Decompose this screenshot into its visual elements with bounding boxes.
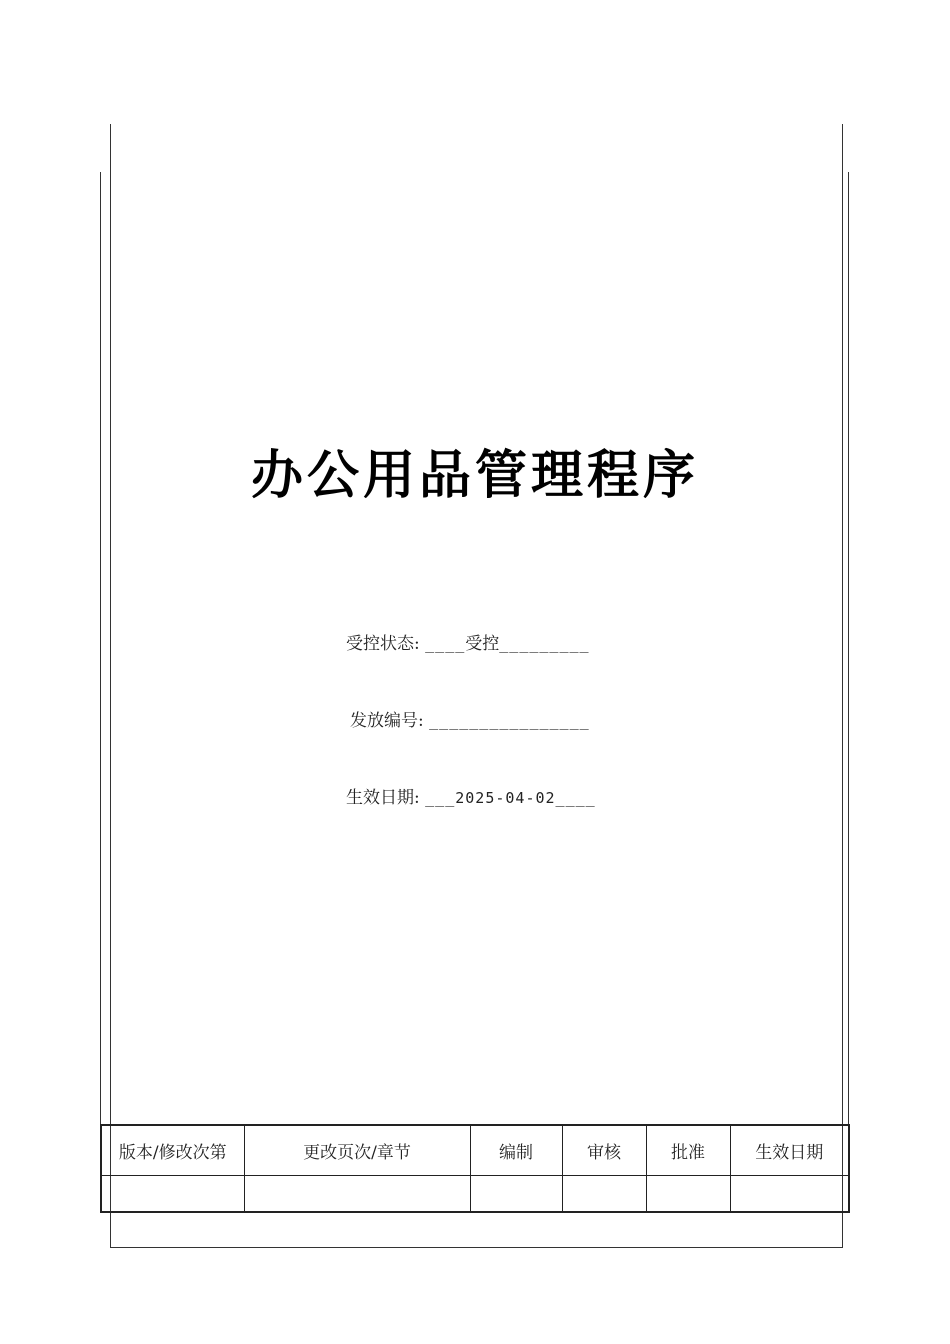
document-title: 办公用品管理程序 xyxy=(250,446,699,506)
cell-version xyxy=(101,1176,244,1213)
header-changed-pages: 更改页次/章节 xyxy=(244,1125,470,1176)
header-approved: 批准 xyxy=(646,1125,730,1176)
outer-left-border xyxy=(100,172,101,1212)
revision-table-header-row xyxy=(101,1125,849,1176)
control-status-field xyxy=(346,633,590,655)
inner-left-border xyxy=(110,124,111,1248)
control-status-value: 受控 xyxy=(465,634,500,654)
cell-changed-pages xyxy=(244,1176,470,1213)
issue-number-field xyxy=(350,710,590,732)
cell-reviewed xyxy=(562,1176,646,1213)
effective-date-label: 生效日期: xyxy=(346,788,420,808)
revision-table xyxy=(100,1124,850,1213)
control-status-suffix: _________ xyxy=(499,635,590,653)
header-prepared: 编制 xyxy=(470,1125,562,1176)
bottom-border xyxy=(110,1247,843,1248)
header-effective-date: 生效日期 xyxy=(730,1125,849,1176)
effective-date-prefix: ___ xyxy=(425,789,456,807)
cell-approved xyxy=(646,1176,730,1213)
effective-date-value: 2025-04-02 xyxy=(455,789,556,807)
effective-date-suffix: ____ xyxy=(555,789,596,807)
header-version: 版本/修改次第 xyxy=(101,1125,244,1176)
header-reviewed: 审核 xyxy=(562,1125,646,1176)
control-status-prefix: ____ xyxy=(425,635,466,653)
issue-number-label: 发放编号: xyxy=(350,711,424,731)
outer-right-border xyxy=(848,172,849,1212)
effective-date-field xyxy=(346,787,596,809)
cell-effective-date xyxy=(730,1176,849,1213)
cell-prepared xyxy=(470,1176,562,1213)
issue-number-value: ________________ xyxy=(429,712,590,730)
inner-right-border xyxy=(842,124,843,1248)
table-row xyxy=(101,1176,849,1213)
control-status-label: 受控状态: xyxy=(346,634,420,654)
